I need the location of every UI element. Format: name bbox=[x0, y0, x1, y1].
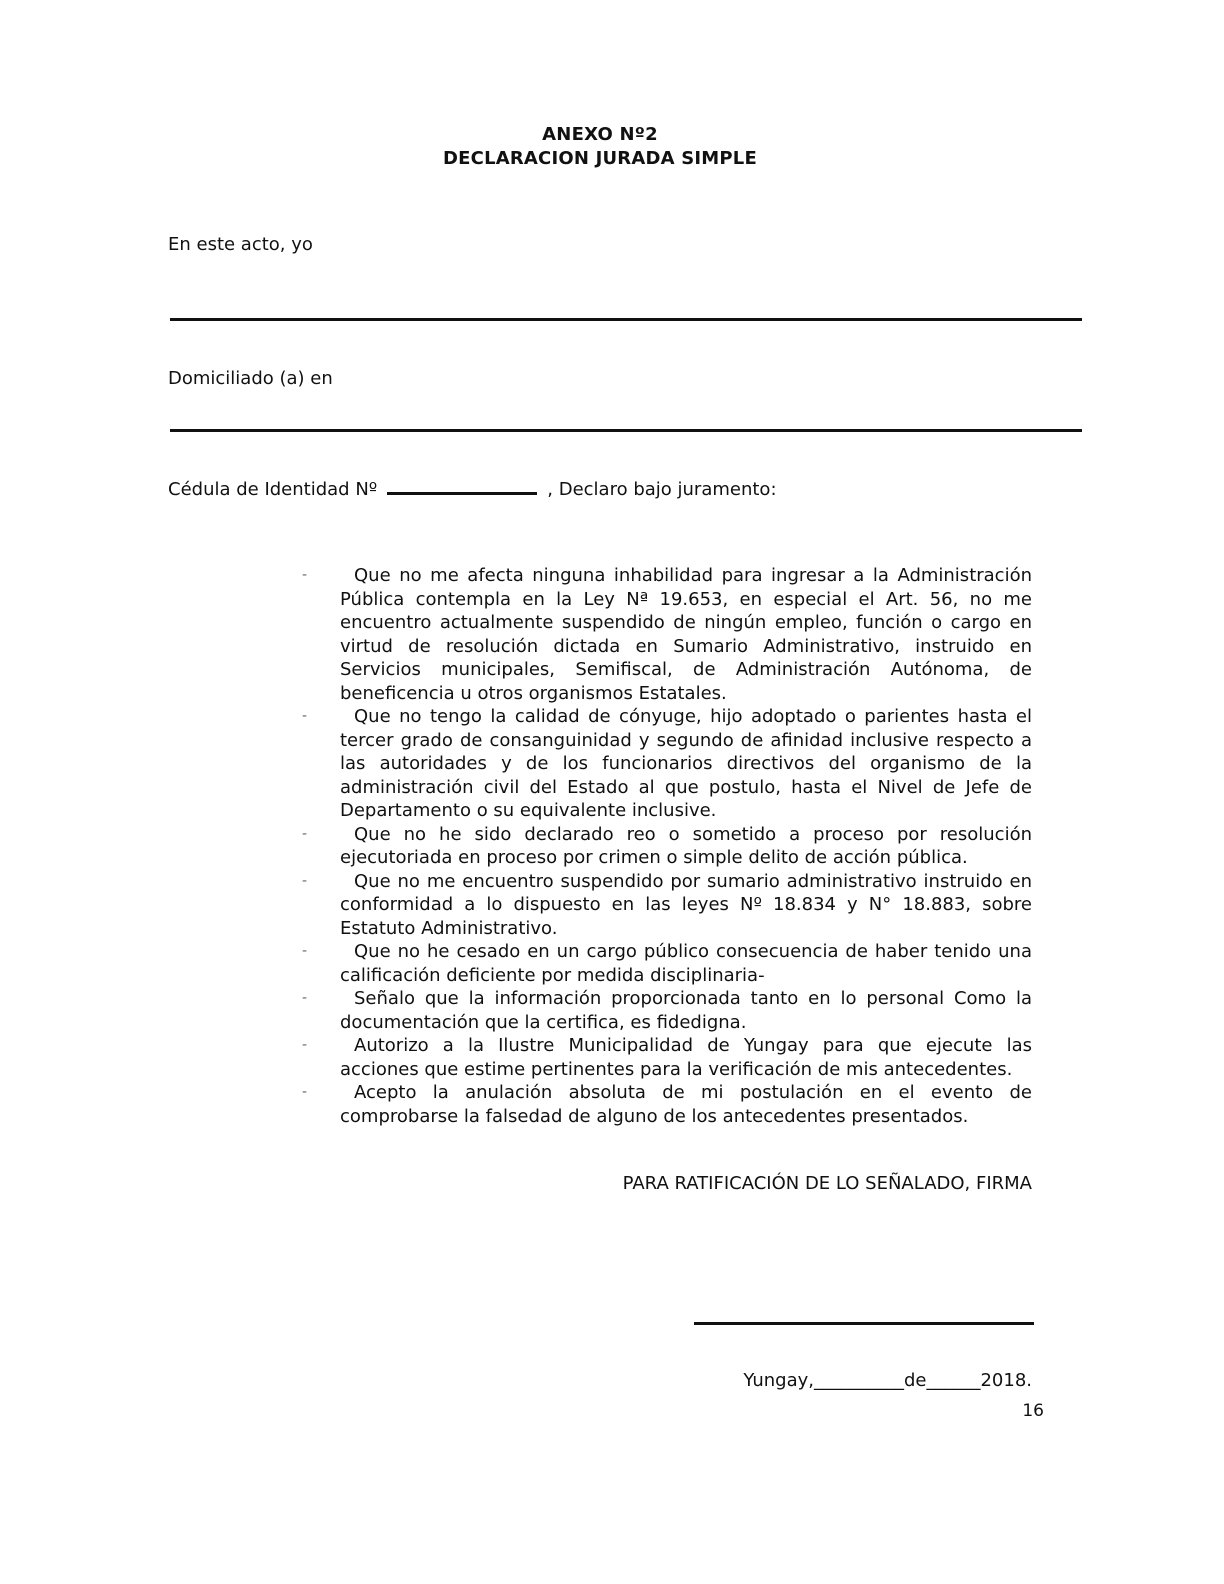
list-item-text: Que no me encuentro suspendido por sumario administrativo instruido en conformidad a lo dispuesto en las leyes Nº 18.834 y N° 18.883, sobre Estatuto Administrativo. bbox=[340, 870, 1032, 939]
list-marker: - bbox=[302, 1037, 308, 1053]
list-item bbox=[302, 940, 1032, 987]
list-item-text: Que no he sido declarado reo o sometido a proceso por resolución ejecutoriada en proceso por crimen o simple delito de acción pública. bbox=[340, 823, 1032, 868]
list-item bbox=[302, 823, 1032, 870]
list-item bbox=[302, 987, 1032, 1034]
list-item bbox=[302, 1081, 1032, 1128]
address-underline bbox=[170, 429, 1082, 432]
date-line: Yungay,__________de______2018. bbox=[743, 1370, 1032, 1391]
id-declaration-row bbox=[168, 478, 777, 500]
list-item bbox=[302, 705, 1032, 823]
list-marker: - bbox=[302, 1084, 308, 1100]
list-marker: - bbox=[302, 825, 308, 842]
list-item-text: Señalo que la información proporcionada tanto en lo personal Como la documentación que la certifica, es fidedigna. bbox=[340, 988, 1032, 1033]
signature-line bbox=[694, 1322, 1034, 1325]
list-item bbox=[302, 564, 1032, 705]
address-label: Domiciliado (a) en bbox=[168, 368, 333, 389]
declaration-list bbox=[302, 564, 1032, 1128]
declare-text: , Declaro bajo juramento: bbox=[547, 479, 777, 500]
list-marker: - bbox=[302, 567, 308, 583]
list-marker: - bbox=[302, 872, 308, 889]
name-label: En este acto, yo bbox=[168, 234, 313, 255]
list-marker: - bbox=[302, 990, 308, 1006]
list-item bbox=[302, 1034, 1032, 1081]
document-title: DECLARACION JURADA SIMPLE bbox=[443, 148, 757, 169]
ratification-text: PARA RATIFICACIÓN DE LO SEÑALADO, FIRMA bbox=[622, 1173, 1032, 1194]
list-item bbox=[302, 870, 1032, 941]
list-marker: - bbox=[302, 708, 308, 724]
annex-number: ANEXO Nº2 bbox=[542, 124, 658, 145]
list-item-text: Autorizo a la Ilustre Municipalidad de Yungay para que ejecute las acciones que estime pertinentes para la verificación de mis antecedentes. bbox=[340, 1035, 1032, 1080]
list-marker: - bbox=[302, 943, 308, 959]
list-item-text: Que no he cesado en un cargo público consecuencia de haber tenido una calificación deficiente por medida disciplinaria- bbox=[340, 941, 1032, 986]
list-item-text: Acepto la anulación absoluta de mi postulación en el evento de comprobarse la falsedad de alguno de los antecedentes presentados. bbox=[340, 1082, 1032, 1127]
id-label: Cédula de Identidad Nº bbox=[168, 479, 378, 500]
id-number-blank bbox=[387, 478, 537, 495]
name-underline bbox=[170, 318, 1082, 321]
page-number: 16 bbox=[1022, 1401, 1044, 1421]
list-item-text: Que no me afecta ninguna inhabilidad para ingresar a la Administración Pública contempla en la Ley Nª 19.653, en especial el Art. 56, no me encuentro actualmente suspendido de ningún empleo, función o cargo en virtud de resolución dictada en Sumario Administrativo, instruido en Servicios municipales, Semifiscal, de Administración Autónoma, de beneficencia u otros organismos Estatales. bbox=[340, 565, 1032, 704]
list-item-text: Que no tengo la calidad de cónyuge, hijo adoptado o parientes hasta el tercer grado de consanguinidad y segundo de afinidad inclusive respecto a las autoridades y de los funcionarios directivos del organismo de la administración civil del Estado al que postulo, hasta el Nivel de Jefe de Departamento o su equivalente inclusive. bbox=[340, 706, 1032, 821]
